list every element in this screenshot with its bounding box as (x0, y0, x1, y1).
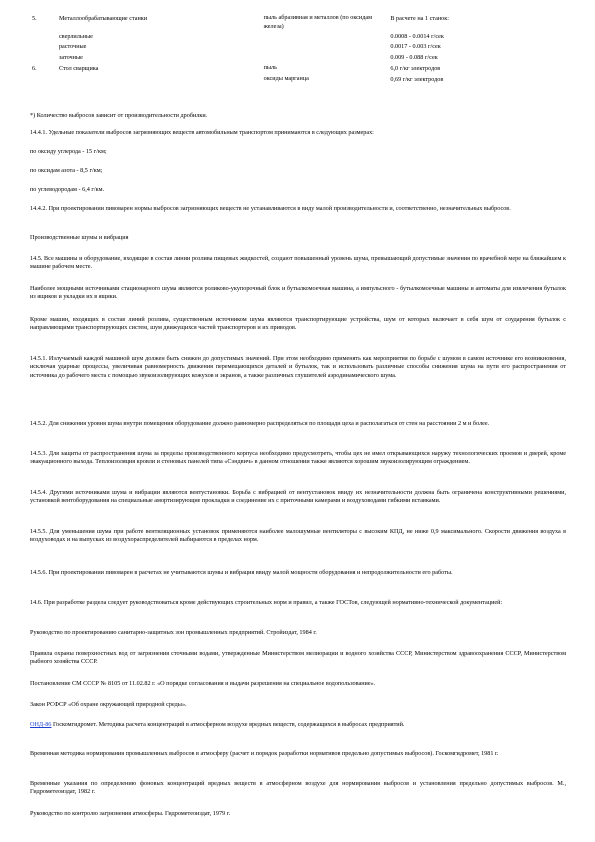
paragraph: по оксидам азота - 8,5 г/км; (30, 167, 103, 174)
emissions-table (30, 14, 570, 86)
paragraph: 14.5.6. При проектировании пивоварен в расчетах не учитываются шумы и вибрация ввиду малой мощности оборудования и непродолжительности его работы. (30, 569, 453, 576)
row-number: 5. (32, 15, 37, 22)
table-row (30, 32, 570, 43)
row-substance: оксиды марганца (263, 74, 309, 82)
paragraph: 14.5.5. Для уменьшения шума при работе вентиляционных установок применяются наиболее малошумные вентиляторы с высоким КПД, не ниже 0,9 максимального. Скорости движения воздуха в воздуховодах и на выпусках из воздухораспределителей выбираются в пределах норм. (30, 528, 566, 544)
row-number: 6. (32, 64, 37, 72)
paragraph: 14.5.2. Для снижения уровня шума внутри помещения оборудование должно равномерно распределяться по площади цеха и располагаться от стен на расстоянии 2 м и более. (30, 420, 490, 427)
paragraph: 14.4.1. Удельные показатели выбросов загрязняющих веществ автомобильным транспортом принимаются в следующих размерах: (30, 129, 374, 136)
paragraph: 14.5.4. Другими источниками шума и вибрации являются вентустановки. Борьба с вибрацией от вентустановок ввиду их незначительности должна быть ограничена конструктивными решениями, установкой вентоборудования на специальные амортизирующие прокладки и соединение их с приточными камерами и воздуховодами гибкими вставками. (30, 489, 566, 505)
row-name: расточные (58, 43, 87, 51)
paragraph: Руководство по контролю загрязнения атмосферы. Гидрометеоиздат, 1979 г. (30, 810, 231, 817)
row-substance (264, 32, 391, 43)
row-value: 0,69 г/кг электродов (390, 75, 444, 83)
paragraph: 14.5. Все машины и оборудование, входящие в состав линии розлива пищевых жидкостей, создают повышенный уровень шума, превышающий допустимые значения по врачебной мере на ближайшем к машине рабочем месте. (30, 255, 566, 271)
footnote: *) Количество выбросов зависит от производительности дробилки. (30, 112, 208, 119)
paragraph: 14.4.2. При проектировании пивоварен нормы выбросов загрязняющих веществ не устанавливаются в виду малой производительности и, соответственно, незначительных выбросов. (30, 205, 511, 212)
row-name: Металлообрабатывающие станки (58, 15, 148, 22)
table-row (30, 53, 570, 64)
row-value: 6,0 г/кг электродов (390, 64, 441, 72)
row-number (30, 75, 59, 86)
row-number (30, 53, 59, 64)
row-name: сверлильные (58, 32, 93, 40)
paragraph: Постановление СМ СССР № 8105 от 11.02.82 г. «О порядке согласования и выдачи разрешения на специальное водопользование». (30, 680, 376, 687)
row-name (59, 75, 264, 86)
paragraph: Руководство по проектированию санитарно-защитных зон промышленных предприятий. Стройиздат, 1984 г. (30, 629, 317, 636)
table-row (30, 64, 570, 75)
row-value: 0.0017 - 0.003 г/сек (390, 43, 441, 51)
row-substance (264, 53, 391, 64)
row-value: 0.009 - 0.088 г/сек (390, 54, 438, 62)
row-number (30, 32, 59, 43)
row-name: Стол сварщика (58, 64, 99, 72)
paragraph: 14.6. При разработке раздела следует руководствоваться кроме действующих строительных норм и правил, а также ГОСТов, следующей нормативно-технической документацией: (30, 599, 503, 606)
table-row (30, 75, 570, 86)
paragraph: 14.5.1. Излучаемый каждой машиной шум должен быть снижен до допустимых значений. При этом необходимо применять как мероприятия по борьбе с шумом в самом источнике его возникновения, исключая ударные процессы, увеличивая равномерность движения перемещающихся деталей и бутылок, так и использовать различные способы снижения шума на пути его распространения от источника до рабочего места с помощью звукоизолирующих кожухов и экранов, а также различных глушителей аэродинамического шума. (30, 355, 566, 379)
row-name: заточные (58, 54, 83, 62)
ond-86-link[interactable]: ОНД-86 (30, 721, 52, 728)
row-substance: пыль абразивная и металлов (по оксидам железа) (263, 14, 373, 30)
row-number (30, 42, 59, 53)
row-value: В расчете на 1 станок: (390, 15, 449, 22)
row-value: 0.0008 - 0.0014 г/сек (390, 32, 444, 40)
table-row (30, 42, 570, 53)
paragraph: по углеводородам - 6,4 г/км. (30, 186, 105, 193)
paragraph: Временная методика нормирования промышленных выбросов в атмосферу (расчет и порядок разработки нормативов предельно допустимых выбросов). Госкомгидромет, 1981 г. (30, 750, 499, 757)
paragraph-text: Госкомгидромет. Методика расчета концентраций в атмосферном воздухе вредных веществ, содержащихся в выбросах предприятий. (51, 721, 405, 728)
section-heading: Производственные шумы и вибрация (30, 234, 129, 241)
paragraph: Правила охраны поверхностных вод от загрязнения сточными водами, утвержденные Министерством мелиорации и водного хозяйства СССР, Министерством здравоохранения СССР, Министерством рыбного хозяйства СССР. (30, 650, 566, 666)
paragraph: Наиболее мощными источниками стационарного шума являются роликово-укупорочный блок и бутылкомоечная машина, а импульсного - бутылкомоечные машины и автоматы для извлечения бутылок из ящиков и укладки их в ящики. (30, 285, 566, 301)
paragraph: Закон РСФСР «Об охране окружающей природной среды». (30, 701, 187, 708)
paragraph: Временные указания по определению фоновых концентраций вредных веществ в атмосферном воздухе для нормирования выбросов и установления предельно допустимых выбросов. М., Гидрометеоиздат, 1982 г. (30, 780, 566, 796)
paragraph (30, 721, 566, 729)
paragraph: Кроме машин, входящих в состав линий розлива, существенным источником шума являются транспортирующие устройства, шум от которых включает в себя шум от соударения бутылок с направляющими транспортирующих систем, шум движущихся частей транспортеров и их приводов. (30, 316, 566, 332)
row-substance: пыль (263, 63, 277, 71)
paragraph: 14.5.3. Для защиты от распространения шума за пределы производственного корпуса необходимо предусмотреть, чтобы цех не имел открывающихся наружу технологических проемов и дверей, кроме эвакуационного выхода. Теплоизоляция кровли и стеновых панелей типа «Сэндвич» в данном отношении также являются хорошим звукоизолирующим ограждением. (30, 450, 566, 466)
paragraph: по оксиду углерода - 15 г/км; (30, 148, 107, 155)
row-substance (264, 42, 391, 53)
table-row (30, 14, 570, 32)
